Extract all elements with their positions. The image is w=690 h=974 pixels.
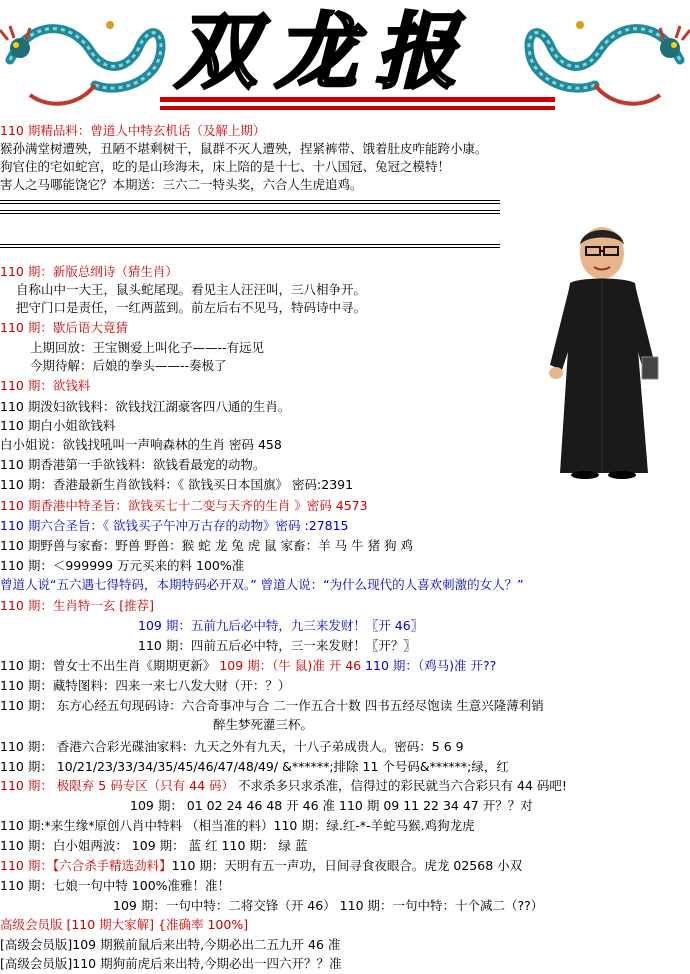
text-line: [0, 140, 488, 158]
text-segment: 110 期： 东方心经五句现码诗：六合奇事冲与合 二一作五合十数 四书五经尽饱读 生意兴隆薄利销: [0, 698, 544, 713]
text-segment: 110 期泼妇欲钱料：欲钱找江湖豪客四八通的生肖。: [0, 399, 291, 414]
text-line: [0, 697, 544, 715]
text-segment: 110 期：天明有五一声功，日间寻食夜眼合。虎龙 02568 小双: [171, 858, 523, 873]
separator: [0, 206, 500, 218]
text-line: [30, 357, 227, 375]
text-segment: 醉生梦死灌三杯。: [213, 717, 314, 732]
title-underline-2: [160, 106, 555, 110]
text-segment: 110 期：（鸡马)准 开??: [365, 658, 497, 673]
text-line: [0, 417, 115, 435]
text-line: [0, 837, 307, 855]
text-segment: 110 期：藏特图料：四来一来七八发大财（开：？）: [0, 678, 291, 693]
masthead-banner: [0, 0, 690, 118]
text-segment: 高级会员版 [110 期大家解] {准确率 100%]: [0, 917, 249, 932]
text-segment: 110 期： 极限弃 5 码专区（只有 44 码）: [0, 778, 235, 793]
text-segment: 110 期精品料：曾道人中特玄机话（及解上期）: [0, 123, 266, 138]
text-segment: 110 期:*来生缘*原创八肖中特料 （相当准的料）110 期：绿.红-*-羊蛇马猴.鸡狗龙虎: [0, 818, 475, 833]
text-segment: 110 期：【六合杀手精选劲料】: [0, 858, 172, 873]
text-segment: 110 期香港中特圣旨：欲钱买七十二变与天齐的生肖 》密码 4573: [0, 498, 368, 513]
text-line: [0, 377, 90, 395]
text-segment: 109 期：一句中特：二将交锋（开 46） 110 期：一句中特：十个减二（??）: [113, 898, 544, 913]
text-line: [16, 281, 366, 299]
text-segment: 曾道人说“五六遇七得特码，本期特码必开双。” 曾道人说：“为什么现代的人喜欢刺激的女人？”: [0, 577, 524, 592]
text-line: [0, 122, 265, 140]
text-segment: 把守门口是责任，一红两蓝到。前左后右不见马，特码诗中寻。: [16, 300, 367, 315]
text-line: [0, 537, 413, 555]
text-segment: 110 期：四前五后必中特，三一来发财！〖开？〗: [138, 638, 416, 653]
text-segment: 110 期：新版总纲诗（猜生肖）: [0, 264, 178, 279]
text-segment: 110 期： 香港六合彩光碟油家料：九天之外有九天，十八子弟成贵人。密码：5 6 9: [0, 739, 464, 754]
text-line: [113, 897, 543, 915]
text-line: [0, 436, 282, 454]
text-segment: 110 期：＜999999 万元买来的料 100%准: [0, 558, 245, 573]
text-segment: 猴孙满堂树遭殃，丑陋不堪剩树干，鼠群不灭人遭殃，捏紧裤带、饿着肚皮咋能跨小康。: [0, 141, 488, 156]
text-line: [0, 557, 244, 575]
separator: [0, 240, 500, 252]
text-segment: 110 期香港第一手欲钱料：欲钱看最宠的动物。: [0, 457, 266, 472]
text-line: [0, 777, 567, 795]
text-segment: 不求杀多只求杀准，信得过的彩民就当六合彩只有 44 码吧!: [234, 778, 567, 793]
text-line: [0, 877, 230, 895]
text-line: [0, 263, 178, 281]
text-line: [0, 936, 340, 954]
text-segment: 110 期白小姐欲钱料: [0, 418, 116, 433]
text-line: [0, 916, 248, 934]
text-segment: 110 期： 10/21/23/33/34/35/45/46/47/48/49/ &******;排除 11 个号码&******;绿，红: [0, 759, 509, 774]
text-segment: 110 期：七娘一句中特 100%准雅！准！: [0, 878, 231, 893]
masthead-title: 双龙报: [175, 4, 475, 100]
text-line: [130, 797, 533, 815]
text-segment: 110 期野兽与家畜：野兽 野兽：猴 蛇 龙 兔 虎 鼠 家畜：羊 马 牛 猪 狗 鸡: [0, 538, 414, 553]
text-line: [0, 677, 290, 695]
text-line: [30, 339, 264, 357]
text-line: [138, 637, 416, 655]
text-line: [0, 476, 353, 494]
text-segment: 110 期：曾女士不出生肖《期期更新》: [0, 658, 220, 673]
text-segment: 110 期：歇后语大竟猜: [0, 320, 128, 335]
text-segment: 109 期： 01 02 24 46 48 开 46 准 110 期 09 11 22 34 47 开？？对: [130, 798, 533, 813]
text-segment: 上期回放：王宝铡爱上叫化子——--有远见: [30, 340, 265, 355]
text-segment: 今期待解：后娘的拳头——--奏极了: [30, 358, 227, 373]
text-line: [0, 319, 128, 337]
text-line: [0, 176, 363, 194]
text-segment: 110 期六合圣旨：《 欲钱买子午冲万古存的动物》密码 :27815: [0, 518, 349, 533]
text-line: [138, 617, 423, 635]
text-line: [16, 299, 366, 317]
text-line: [213, 716, 313, 734]
left-dragon-icon: [0, 21, 161, 104]
text-segment: [高级会员版]110 期狗前虎后来出特,今期必出一四六开？？准: [0, 956, 342, 971]
text-line: [0, 758, 509, 776]
text-segment: [高级会员版]109 期猴前鼠后来出特,今期必出二五九开 46 准: [0, 937, 341, 952]
text-line: [0, 398, 290, 416]
text-segment: 自称山中一大王，鼠头蛇尾现。看见主人汪汪叫，三八相争开。: [16, 282, 367, 297]
text-segment: 109 期：五前九后必中特，九三来发财！〖开 46〗: [138, 618, 424, 633]
text-segment: 110 期：白小姐两波： 109 期： 蓝 红 110 期： 绿 蓝: [0, 838, 308, 853]
text-segment: 狗官住的宅如蛇宫，吃的是山珍海未，床上陪的是十七、十八国冠、兔冠之模特！: [0, 159, 451, 174]
text-segment: 110 期：欲钱料: [0, 378, 91, 393]
text-line: [0, 857, 522, 875]
text-segment: 109 期：（牛 鼠)准 开 46: [219, 658, 366, 673]
text-line: [0, 517, 349, 535]
text-line: [0, 497, 368, 515]
text-line: [0, 738, 464, 756]
text-segment: 白小姐说：欲钱找吼叫一声响森林的生肖 密码 458: [0, 437, 282, 452]
text-line: [0, 657, 496, 675]
text-line: [0, 576, 524, 594]
right-dragon-icon: [529, 21, 690, 104]
text-segment: 110 期：香港最新生肖欲钱料：《 欲钱买日本国旗》 密码:2391: [0, 477, 354, 492]
text-line: [0, 158, 450, 176]
text-line: [0, 456, 265, 474]
person-illustration: [540, 225, 690, 480]
text-line: [0, 955, 342, 973]
text-segment: 害人之马哪能饶它？本期送：三六二一特头奖，六合人生虎追鸡。: [0, 177, 363, 192]
text-segment: 110 期：生肖特一玄 [推荐]: [0, 598, 155, 613]
text-line: [0, 597, 154, 615]
text-line: [0, 817, 475, 835]
